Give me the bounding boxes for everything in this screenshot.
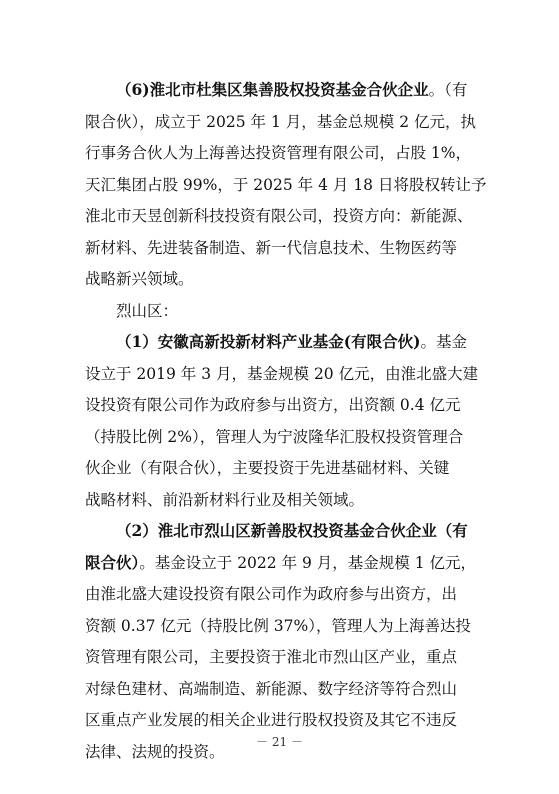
paragraph-line xyxy=(85,616,485,636)
paragraph-line xyxy=(85,553,485,573)
bold-heading-text: 限合伙） xyxy=(85,552,140,572)
line-text: 烈山区： xyxy=(116,301,179,320)
section-heading xyxy=(116,301,485,321)
line-text: 设立于 2019 年 3 月，基金规模 20 亿元，由淮北盛大建 xyxy=(85,364,479,383)
line-text: 由淮北盛大建设投资有限公司作为政府参与出资方，出 xyxy=(85,585,458,603)
paragraph-line xyxy=(85,206,485,226)
line-text: 设投资有限公司作为政府参与出资方，出资额 0.4 亿元 xyxy=(85,396,461,414)
line-text: 。（有 xyxy=(428,81,468,99)
line-text: 天汇集团占股 99%，于 2025 年 4 月 18 日将股权转让予 xyxy=(85,175,487,194)
paragraph-line xyxy=(85,427,485,447)
line-text: 战略新兴领域。 xyxy=(85,270,194,288)
line-text: 资额 0.37 亿元（持股比例 37%），管理人为上海善达投 xyxy=(85,616,471,635)
bold-heading-text: （2）淮北市烈山区新善股权投资基金合伙企业（有 xyxy=(116,521,468,540)
line-text: 新材料、先进装备制造、新一代信息技术、生物医药等 xyxy=(85,238,458,257)
paragraph-line xyxy=(116,332,485,352)
line-text: 战略材料、前沿新材料行业及相关领域。 xyxy=(85,490,365,509)
line-text: 法律、法规的投资。 xyxy=(85,742,225,761)
line-text: 区重点产业发展的相关企业进行股权投资及其它不违反 xyxy=(85,711,458,729)
paragraph-line xyxy=(85,679,485,699)
paragraph-line xyxy=(85,458,485,478)
line-text: 资管理有限公司，主要投资于淮北市烈山区产业，重点 xyxy=(85,648,458,666)
line-text: 行事务合伙人为上海善达投资管理有限公司，占股 1%， xyxy=(85,144,472,162)
paragraph-line xyxy=(85,395,485,415)
line-text: 淮北市天昱创新科技投资有限公司，投资方向：新能源、 xyxy=(85,207,473,225)
line-text: （持股比例 2%），管理人为宁波隆华汇股权投资管理合 xyxy=(85,427,464,446)
paragraph-line xyxy=(85,584,485,604)
page-number: － 21 － xyxy=(256,735,303,749)
line-text: 限合伙），成立于 2025 年 1 月，基金总规模 2 亿元，执 xyxy=(85,112,476,131)
line-text: 对绿色建材、高端制造、新能源、数字经济等符合烈山 xyxy=(85,679,458,698)
paragraph-line xyxy=(85,238,485,258)
paragraph-line xyxy=(85,175,485,195)
paragraph-line xyxy=(116,80,485,100)
paragraph-line xyxy=(85,364,485,384)
line-text: 伙企业（有限合伙），主要投资于先进基础材料、关键 xyxy=(85,459,450,477)
paragraph-line xyxy=(85,112,485,132)
bold-heading-text: （6)淮北市杜集区集善股权投资基金合伙企业 xyxy=(116,80,429,99)
paragraph-line xyxy=(85,710,485,730)
paragraph-line xyxy=(85,143,485,163)
bold-heading-text: （1）安徽高新投新材料产业基金(有限合伙) xyxy=(116,332,421,351)
line-text: 。基金 xyxy=(420,333,467,351)
paragraph-line xyxy=(85,490,485,510)
line-text: 。基金设立于 2022 年 9 月，基金规模 1 亿元， xyxy=(139,553,476,572)
paragraph-line xyxy=(85,269,485,289)
paragraph-line xyxy=(85,647,485,667)
paragraph-line xyxy=(116,521,485,541)
